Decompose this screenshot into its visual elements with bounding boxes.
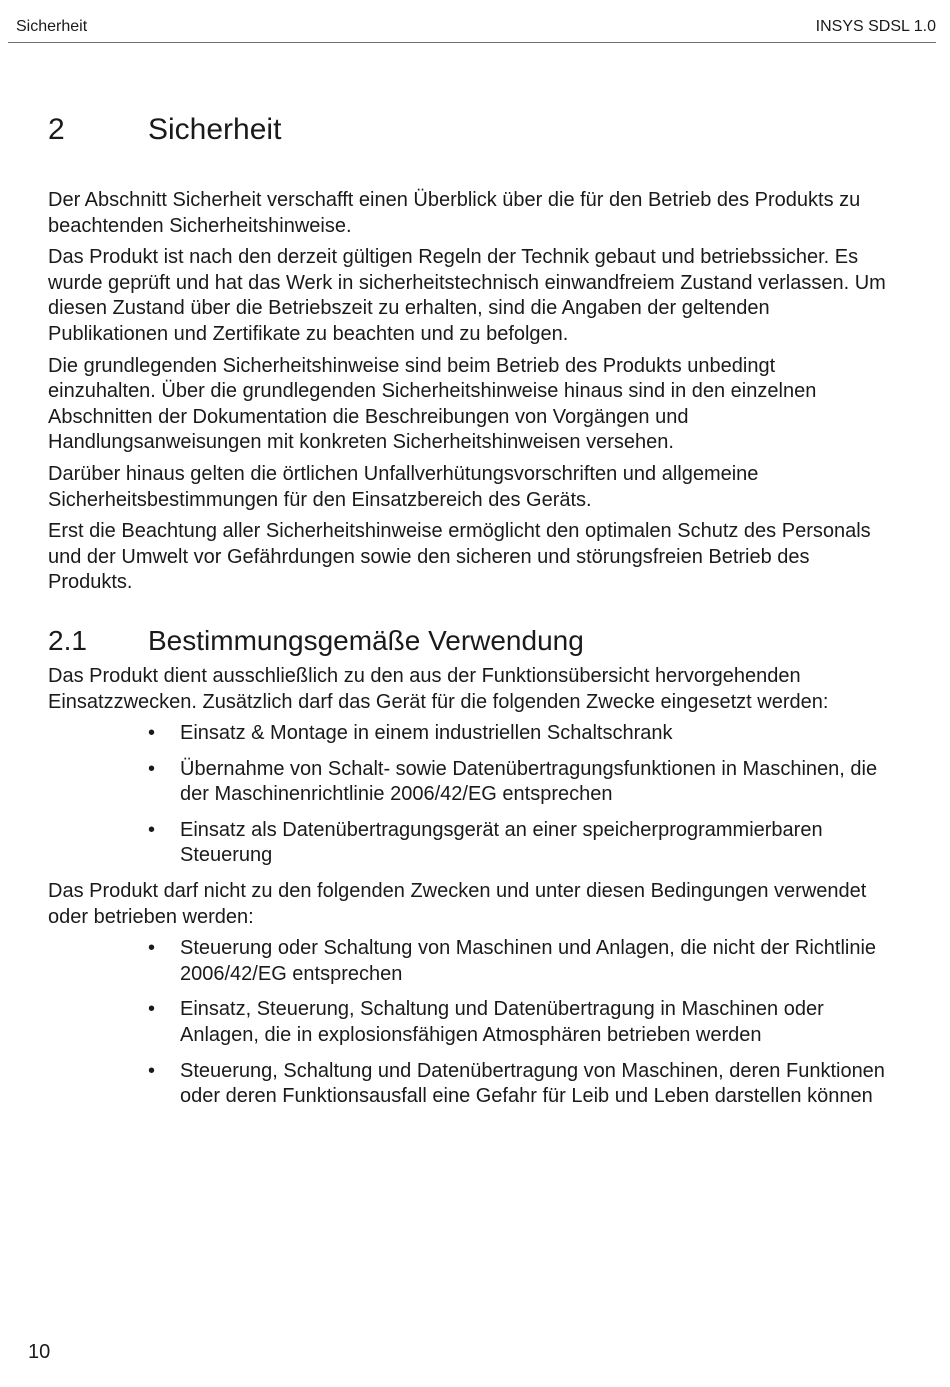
list-item-text: Einsatz als Datenübertragungsgerät an einer speicherprogrammierbaren Steuerung — [180, 818, 823, 867]
list-item-text: Steuerung, Schaltung und Datenübertragung von Maschinen, deren Funktionen oder deren Funktionsausfall eine Gefahr für Leib und Leben darstellen können — [180, 1059, 885, 1108]
list-item — [148, 997, 888, 1048]
bullet-icon: • — [148, 818, 156, 841]
list-item — [148, 1059, 888, 1110]
forbidden-intro-emphasis: nicht — [203, 880, 246, 903]
list-item — [148, 757, 888, 808]
list-item-text: Übernahme von Schalt- sowie Datenübertragungsfunktionen in Maschinen, die der Maschinenrichtlinie 2006/42/EG entsprechen — [180, 757, 878, 806]
list-item-text: Steuerung oder Schaltung von Maschinen und Anlagen, die nicht der Richtlinie 2006/42/EG entsprechen — [180, 937, 877, 985]
list-item — [148, 818, 888, 869]
forbidden-intro-after: zu den folgenden Zwecken und unter diesen Bedingungen verwendet oder betrieben werden: — [48, 880, 867, 928]
list-item — [148, 721, 888, 747]
bullet-icon: • — [148, 757, 156, 780]
header-product-title: INSYS SDSL 1.0 — [815, 18, 936, 35]
list-item-text: Einsatz, Steuerung, Schaltung und Datenübertragung in Maschinen oder Anlagen, die in explosionsfähigen Atmosphären betrieben werden — [180, 998, 824, 1047]
chapter-paragraph: Der Abschnitt Sicherheit verschafft einen Überblick über die für den Betrieb des Produkts zu beachtenden Sicherheitshinweise. — [48, 189, 861, 237]
chapter-title: Sicherheit — [148, 113, 282, 146]
chapter-paragraph: Darüber hinaus gelten die örtlichen Unfallverhütungsvorschriften und allgemeine Sicherheitsbestimmungen für den Einsatzbereich des Geräts. — [48, 462, 759, 511]
list-item — [148, 936, 888, 987]
page-number: 10 — [28, 1341, 51, 1363]
forbidden-use-intro — [48, 879, 888, 930]
forbidden-use-list — [48, 936, 888, 1110]
chapter-paragraph: Die grundlegenden Sicherheitshinweise sind beim Betrieb des Produkts unbedingt einzuhalten. Über die grundlegenden Sicherheitshinweise hinaus sind in den einzelnen Abschnitten der Dokumentation die Beschreibungen von Vorgängen und Handlungsanweisungen mit konkreten Sicherheitshinweisen versehen. — [48, 354, 817, 454]
forbidden-intro-before: Das Produkt darf — [48, 880, 204, 903]
list-item-text: Einsatz & Montage in einem industriellen Schaltschrank — [180, 722, 673, 745]
chapter-paragraph: Das Produkt ist nach den derzeit gültigen Regeln der Technik gebaut und betriebssicher. Es wurde geprüft und hat das Werk in sicherheitstechnisch einwandfreiem Zustand verlassen. Um diesen Zustand über die Betriebszeit zu erhalten, sind die Angaben der geltenden Publikationen und Zertifikate zu beachten und zu befolgen. — [48, 246, 886, 345]
section-number: 2.1 — [48, 624, 87, 656]
bullet-icon: • — [148, 722, 156, 745]
section-title: Bestimmungsgemäße Verwendung — [148, 624, 584, 656]
section-intro: Das Produkt dient ausschließlich zu den aus der Funktionsübersicht hervorgehenden Einsatzzwecken. Zusätzlich darf das Gerät für die folgenden Zwecke eingesetzt werden: — [48, 664, 829, 713]
chapter-paragraph: Erst die Beachtung aller Sicherheitshinweise ermöglicht den optimalen Schutz des Personals und der Umwelt vor Gefährdungen sowie den sicheren und störungsfreien Betrieb des Produkts. — [48, 520, 871, 594]
section-heading — [48, 618, 888, 664]
chapter-number: 2 — [48, 113, 65, 146]
bullet-icon: • — [148, 937, 156, 960]
chapter-heading — [48, 108, 888, 152]
allowed-use-list — [48, 721, 888, 869]
bullet-icon: • — [148, 1059, 156, 1082]
header-section-title: Sicherheit — [16, 18, 88, 35]
page-content — [48, 108, 888, 1120]
bullet-icon: • — [148, 998, 156, 1021]
page-header — [8, 16, 936, 43]
